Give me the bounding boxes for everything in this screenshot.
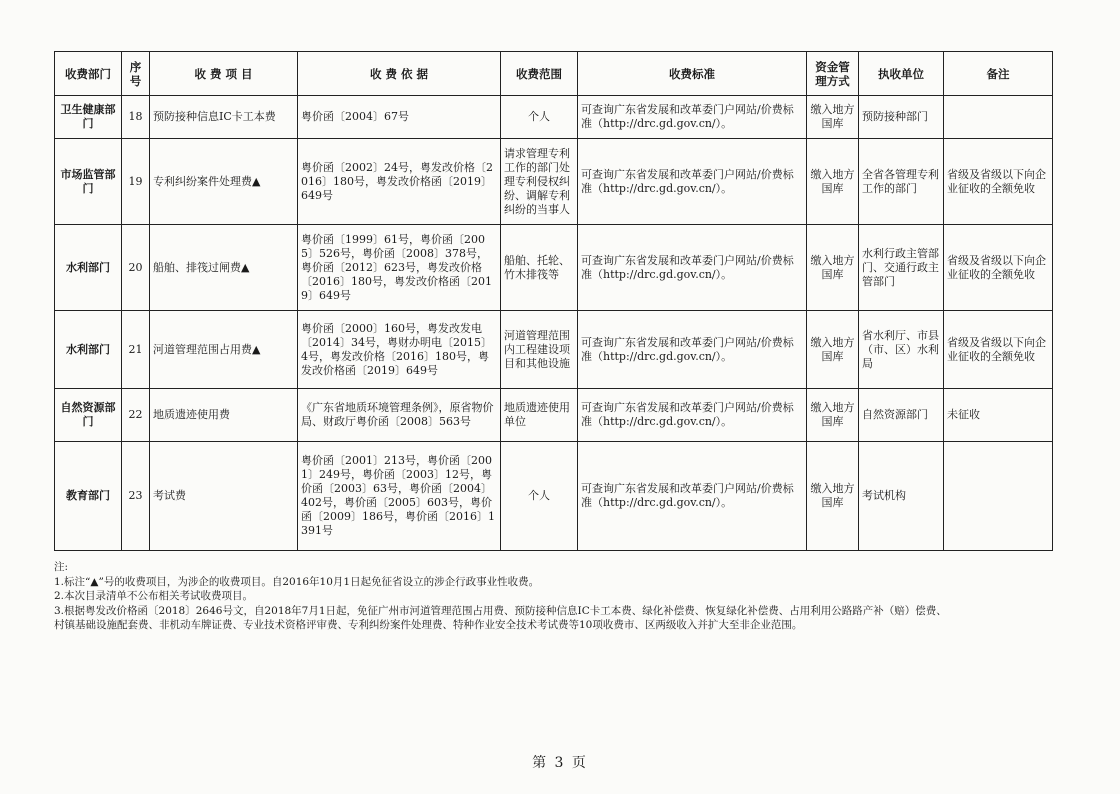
cell-basis: 粤价函〔2000〕160号，粤发改发电〔2014〕34号，粤财办明电〔2015〕4号，粤发改价格〔2016〕180号，粤发改价格函〔2019〕649号 xyxy=(298,311,501,389)
cell-remark: 省级及省级以下向企业征收的全额免收 xyxy=(944,139,1053,225)
footnote-item: 2.本次目录清单不公布相关考试收费项目。 xyxy=(54,590,254,602)
header-seq: 序号 xyxy=(122,52,150,96)
cell-dept: 教育部门 xyxy=(55,442,122,551)
cell-item: 地质遗迹使用费 xyxy=(150,389,298,442)
cell-scope: 请求管理专利工作的部门处理专利侵权纠纷、调解专利纠纷的当事人 xyxy=(501,139,578,225)
table-row xyxy=(55,389,1053,442)
cell-scope: 河道管理范围内工程建设项目和其他设施 xyxy=(501,311,578,389)
footnote-item: 3.根据粤发改价格函〔2018〕2646号文，自2018年7月1日起，免征广州市河道管理范围占用费、预防接种信息IC卡工本费、绿化补偿费、恢复绿化补偿费、占用利用公路路产补（赔）偿费、 xyxy=(54,604,947,617)
cell-remark xyxy=(944,442,1053,551)
cell-item: 河道管理范围占用费▲ xyxy=(150,311,298,389)
table-row xyxy=(55,225,1053,311)
cell-unit: 省水利厅、市县（市、区）水利局 xyxy=(859,311,944,389)
cell-item: 考试费 xyxy=(150,442,298,551)
table-header-row xyxy=(55,52,1053,96)
cell-remark: 未征收 xyxy=(944,389,1053,442)
cell-standard: 可查询广东省发展和改革委门户网站/价费标准（http://drc.gd.gov.cn/）。 xyxy=(578,389,807,442)
cell-unit: 考试机构 xyxy=(859,442,944,551)
table-row xyxy=(55,442,1053,551)
footnotes xyxy=(54,560,1054,633)
fee-table xyxy=(54,51,1053,551)
header-standard: 收费标准 xyxy=(578,52,807,96)
cell-dept: 市场监管部门 xyxy=(55,139,122,225)
cell-item: 船舶、排筏过闸费▲ xyxy=(150,225,298,311)
cell-dept: 水利部门 xyxy=(55,311,122,389)
header-scope: 收费范围 xyxy=(501,52,578,96)
header-item: 收 费 项 目 xyxy=(150,52,298,96)
cell-seq: 19 xyxy=(122,139,150,225)
footnotes-title: 注: xyxy=(54,561,69,573)
cell-dept: 水利部门 xyxy=(55,225,122,311)
cell-fund: 缴入地方国库 xyxy=(807,389,859,442)
cell-item: 预防接种信息IC卡工本费 xyxy=(150,96,298,139)
header-unit: 执收单位 xyxy=(859,52,944,96)
footnote-item: 村镇基础设施配套费、非机动车牌证费、专业技术资格评审费、专利纠纷案件处理费、特种作业安全技术考试费等10项收费市、区两级收入并扩大至非企业范围。 xyxy=(54,619,803,631)
cell-seq: 22 xyxy=(122,389,150,442)
cell-unit: 水利行政主管部门、交通行政主管部门 xyxy=(859,225,944,311)
cell-basis: 粤价函〔2001〕213号，粤价函〔2001〕249号，粤价函〔2003〕12号，粤价函〔2003〕63号，粤价函〔2004〕402号，粤价函〔2005〕603号，粤价函〔2009〕186号，粤价函〔2016〕1391号 xyxy=(298,442,501,551)
cell-scope: 个人 xyxy=(501,442,578,551)
cell-basis: 粤价函〔2002〕24号，粤发改价格〔2016〕180号，粤发改价格函〔2019〕649号 xyxy=(298,139,501,225)
cell-remark: 省级及省级以下向企业征收的全额免收 xyxy=(944,225,1053,311)
cell-basis: 粤价函〔2004〕67号 xyxy=(298,96,501,139)
cell-basis: 《广东省地质环境管理条例》，原省物价局、财政厅粤价函〔2008〕563号 xyxy=(298,389,501,442)
cell-standard: 可查询广东省发展和改革委门户网站/价费标准（http://drc.gd.gov.cn/）。 xyxy=(578,311,807,389)
cell-scope: 船舶、托轮、竹木排筏等 xyxy=(501,225,578,311)
table-row xyxy=(55,311,1053,389)
table-row xyxy=(55,139,1053,225)
cell-unit: 全省各管理专利工作的部门 xyxy=(859,139,944,225)
cell-standard: 可查询广东省发展和改革委门户网站/价费标准（http://drc.gd.gov.cn/）。 xyxy=(578,442,807,551)
cell-unit: 预防接种部门 xyxy=(859,96,944,139)
cell-remark xyxy=(944,96,1053,139)
cell-fund: 缴入地方国库 xyxy=(807,225,859,311)
cell-standard: 可查询广东省发展和改革委门户网站/价费标准（http://drc.gd.gov.cn/）。 xyxy=(578,96,807,139)
cell-scope: 地质遗迹使用单位 xyxy=(501,389,578,442)
cell-fund: 缴入地方国库 xyxy=(807,96,859,139)
cell-unit: 自然资源部门 xyxy=(859,389,944,442)
cell-remark: 省级及省级以下向企业征收的全额免收 xyxy=(944,311,1053,389)
header-remark: 备注 xyxy=(944,52,1053,96)
page-number: 第 3 页 xyxy=(532,755,588,771)
header-basis: 收 费 依 据 xyxy=(298,52,501,96)
cell-standard: 可查询广东省发展和改革委门户网站/价费标准（http://drc.gd.gov.cn/）。 xyxy=(578,225,807,311)
cell-basis: 粤价函〔1999〕61号，粤价函〔2005〕526号，粤价函〔2008〕378号，粤价函〔2012〕623号，粤发改价格〔2016〕180号，粤发改价格函〔2019〕649号 xyxy=(298,225,501,311)
header-fund: 资金管理方式 xyxy=(807,52,859,96)
cell-fund: 缴入地方国库 xyxy=(807,442,859,551)
cell-scope: 个人 xyxy=(501,96,578,139)
footnote-item: 1.标注“▲”号的收费项目，为涉企的收费项目。自2016年10月1日起免征省设立的涉企行政事业性收费。 xyxy=(54,575,540,588)
cell-seq: 20 xyxy=(122,225,150,311)
header-dept: 收费部门 xyxy=(55,52,122,96)
table-row xyxy=(55,96,1053,139)
cell-fund: 缴入地方国库 xyxy=(807,139,859,225)
cell-seq: 23 xyxy=(122,442,150,551)
cell-dept: 自然资源部门 xyxy=(55,389,122,442)
cell-seq: 21 xyxy=(122,311,150,389)
cell-fund: 缴入地方国库 xyxy=(807,311,859,389)
cell-standard: 可查询广东省发展和改革委门户网站/价费标准（http://drc.gd.gov.cn/）。 xyxy=(578,139,807,225)
cell-item: 专利纠纷案件处理费▲ xyxy=(150,139,298,225)
cell-dept: 卫生健康部门 xyxy=(55,96,122,139)
cell-seq: 18 xyxy=(122,96,150,139)
